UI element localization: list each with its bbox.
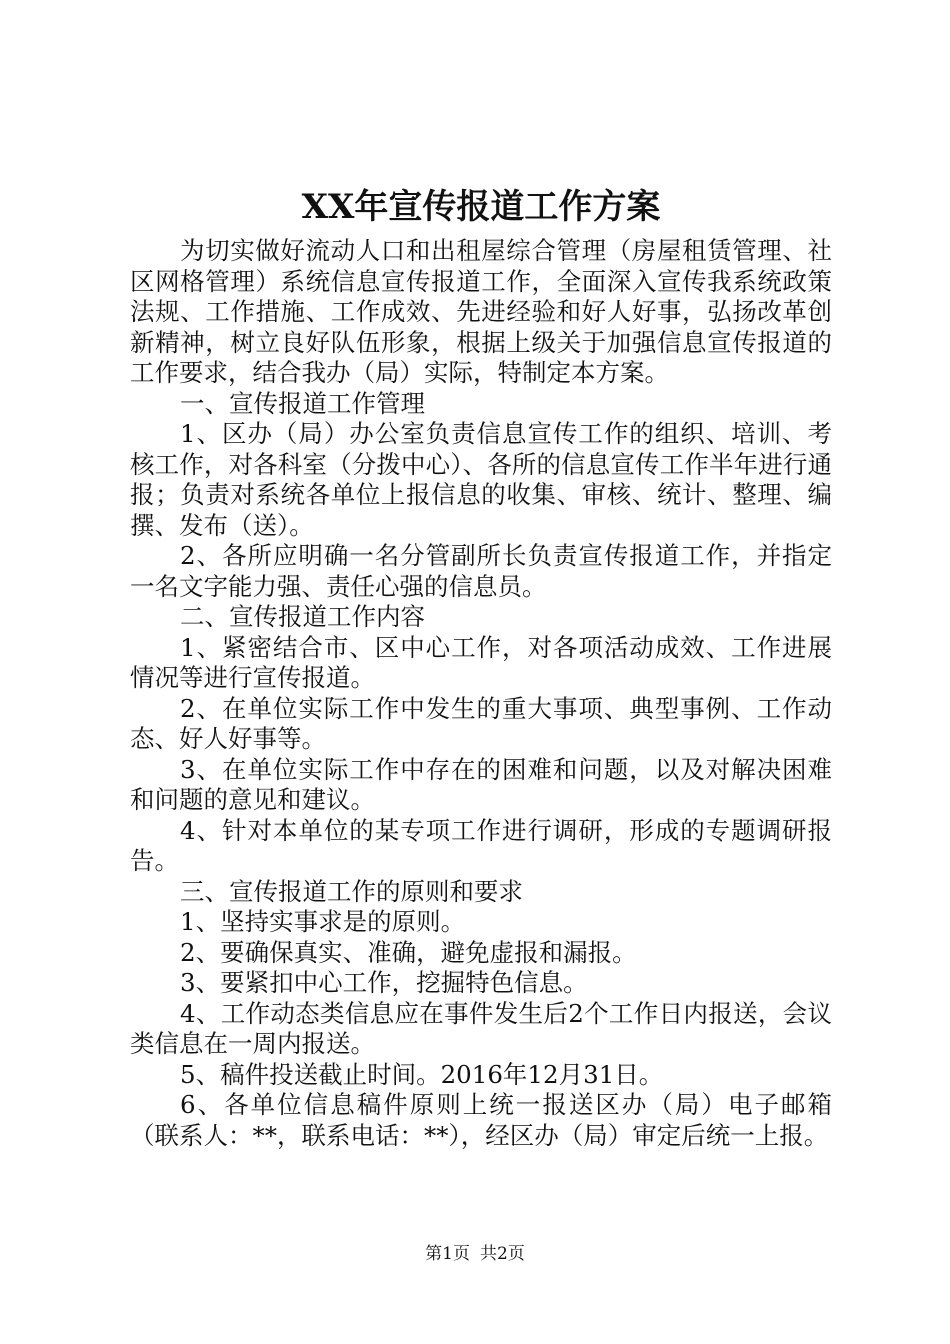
paragraph-3-1: 1、坚持实事求是的原则。: [180, 907, 466, 936]
page-number-total: 共2页: [480, 1244, 525, 1264]
section-heading-3: 三、宣传报道工作的原则和要求: [180, 876, 523, 906]
section-heading-2: 二、宣传报道工作内容: [180, 602, 425, 631]
paragraph-3-3: 3、要紧扣中心工作，挖掘特色信息。: [180, 968, 588, 997]
paragraph-1-1: 1、区办（局）办公室负责信息宣传工作的组织、培训、考核工作，对各科室（分拨中心）、各所的信息宣传工作半年进行通报；负责对系统各单位上报信息的收集、审核、统计、整理、编撰、发布（送）。: [130, 419, 832, 540]
page-number-current: 第1页: [425, 1244, 470, 1264]
paragraph-3-5: 5、稿件投送截止时间。2016年12月31日。: [180, 1059, 664, 1089]
paragraph-2-2: 2、在单位实际工作中发生的重大事项、典型事例、工作动态、好人好事等。: [130, 693, 832, 753]
paragraph-1-2: 2、各所应明确一名分管副所长负责宣传报道工作，并指定一名文字能力强、责任心强的信息员。: [130, 541, 832, 601]
paragraph-3-4: 4、工作动态类信息应在事件发生后2个工作日内报送，会议类信息在一周内报送。: [130, 998, 832, 1058]
paragraph-3-6: 6、各单位信息稿件原则上统一报送区办（局）电子邮箱（联系人：**，联系电话：**），经区办（局）审定后统一上报。: [130, 1090, 832, 1150]
paragraph-2-1: 1、紧密结合市、区中心工作，对各项活动成效、工作进展情况等进行宣传报道。: [130, 632, 832, 692]
intro-paragraph: 为切实做好流动人口和出租屋综合管理（房屋租赁管理、社区网格管理）系统信息宣传报道工作，全面深入宣传我系统政策法规、工作措施、工作成效、先进经验和好人好事，弘扬改革创新精神，树立良好队伍形象，根据上级关于加强信息宣传报道的工作要求，结合我办（局）实际，特制定本方案。: [130, 236, 832, 387]
page-footer: [0, 1243, 950, 1265]
paragraph-2-4: 4、针对本单位的某专项工作进行调研，形成的专题调研报告。: [130, 815, 832, 875]
paragraph-3-2: 2、要确保真实、准确，避免虚报和漏报。: [180, 937, 637, 967]
paragraph-2-3: 3、在单位实际工作中存在的困难和问题，以及对解决困难和问题的意见和建议。: [130, 754, 832, 814]
section-heading-1: 一、宣传报道工作管理: [180, 388, 425, 418]
document-page: [130, 178, 832, 1151]
document-title: XX年宣传报道工作方案: [301, 187, 661, 227]
